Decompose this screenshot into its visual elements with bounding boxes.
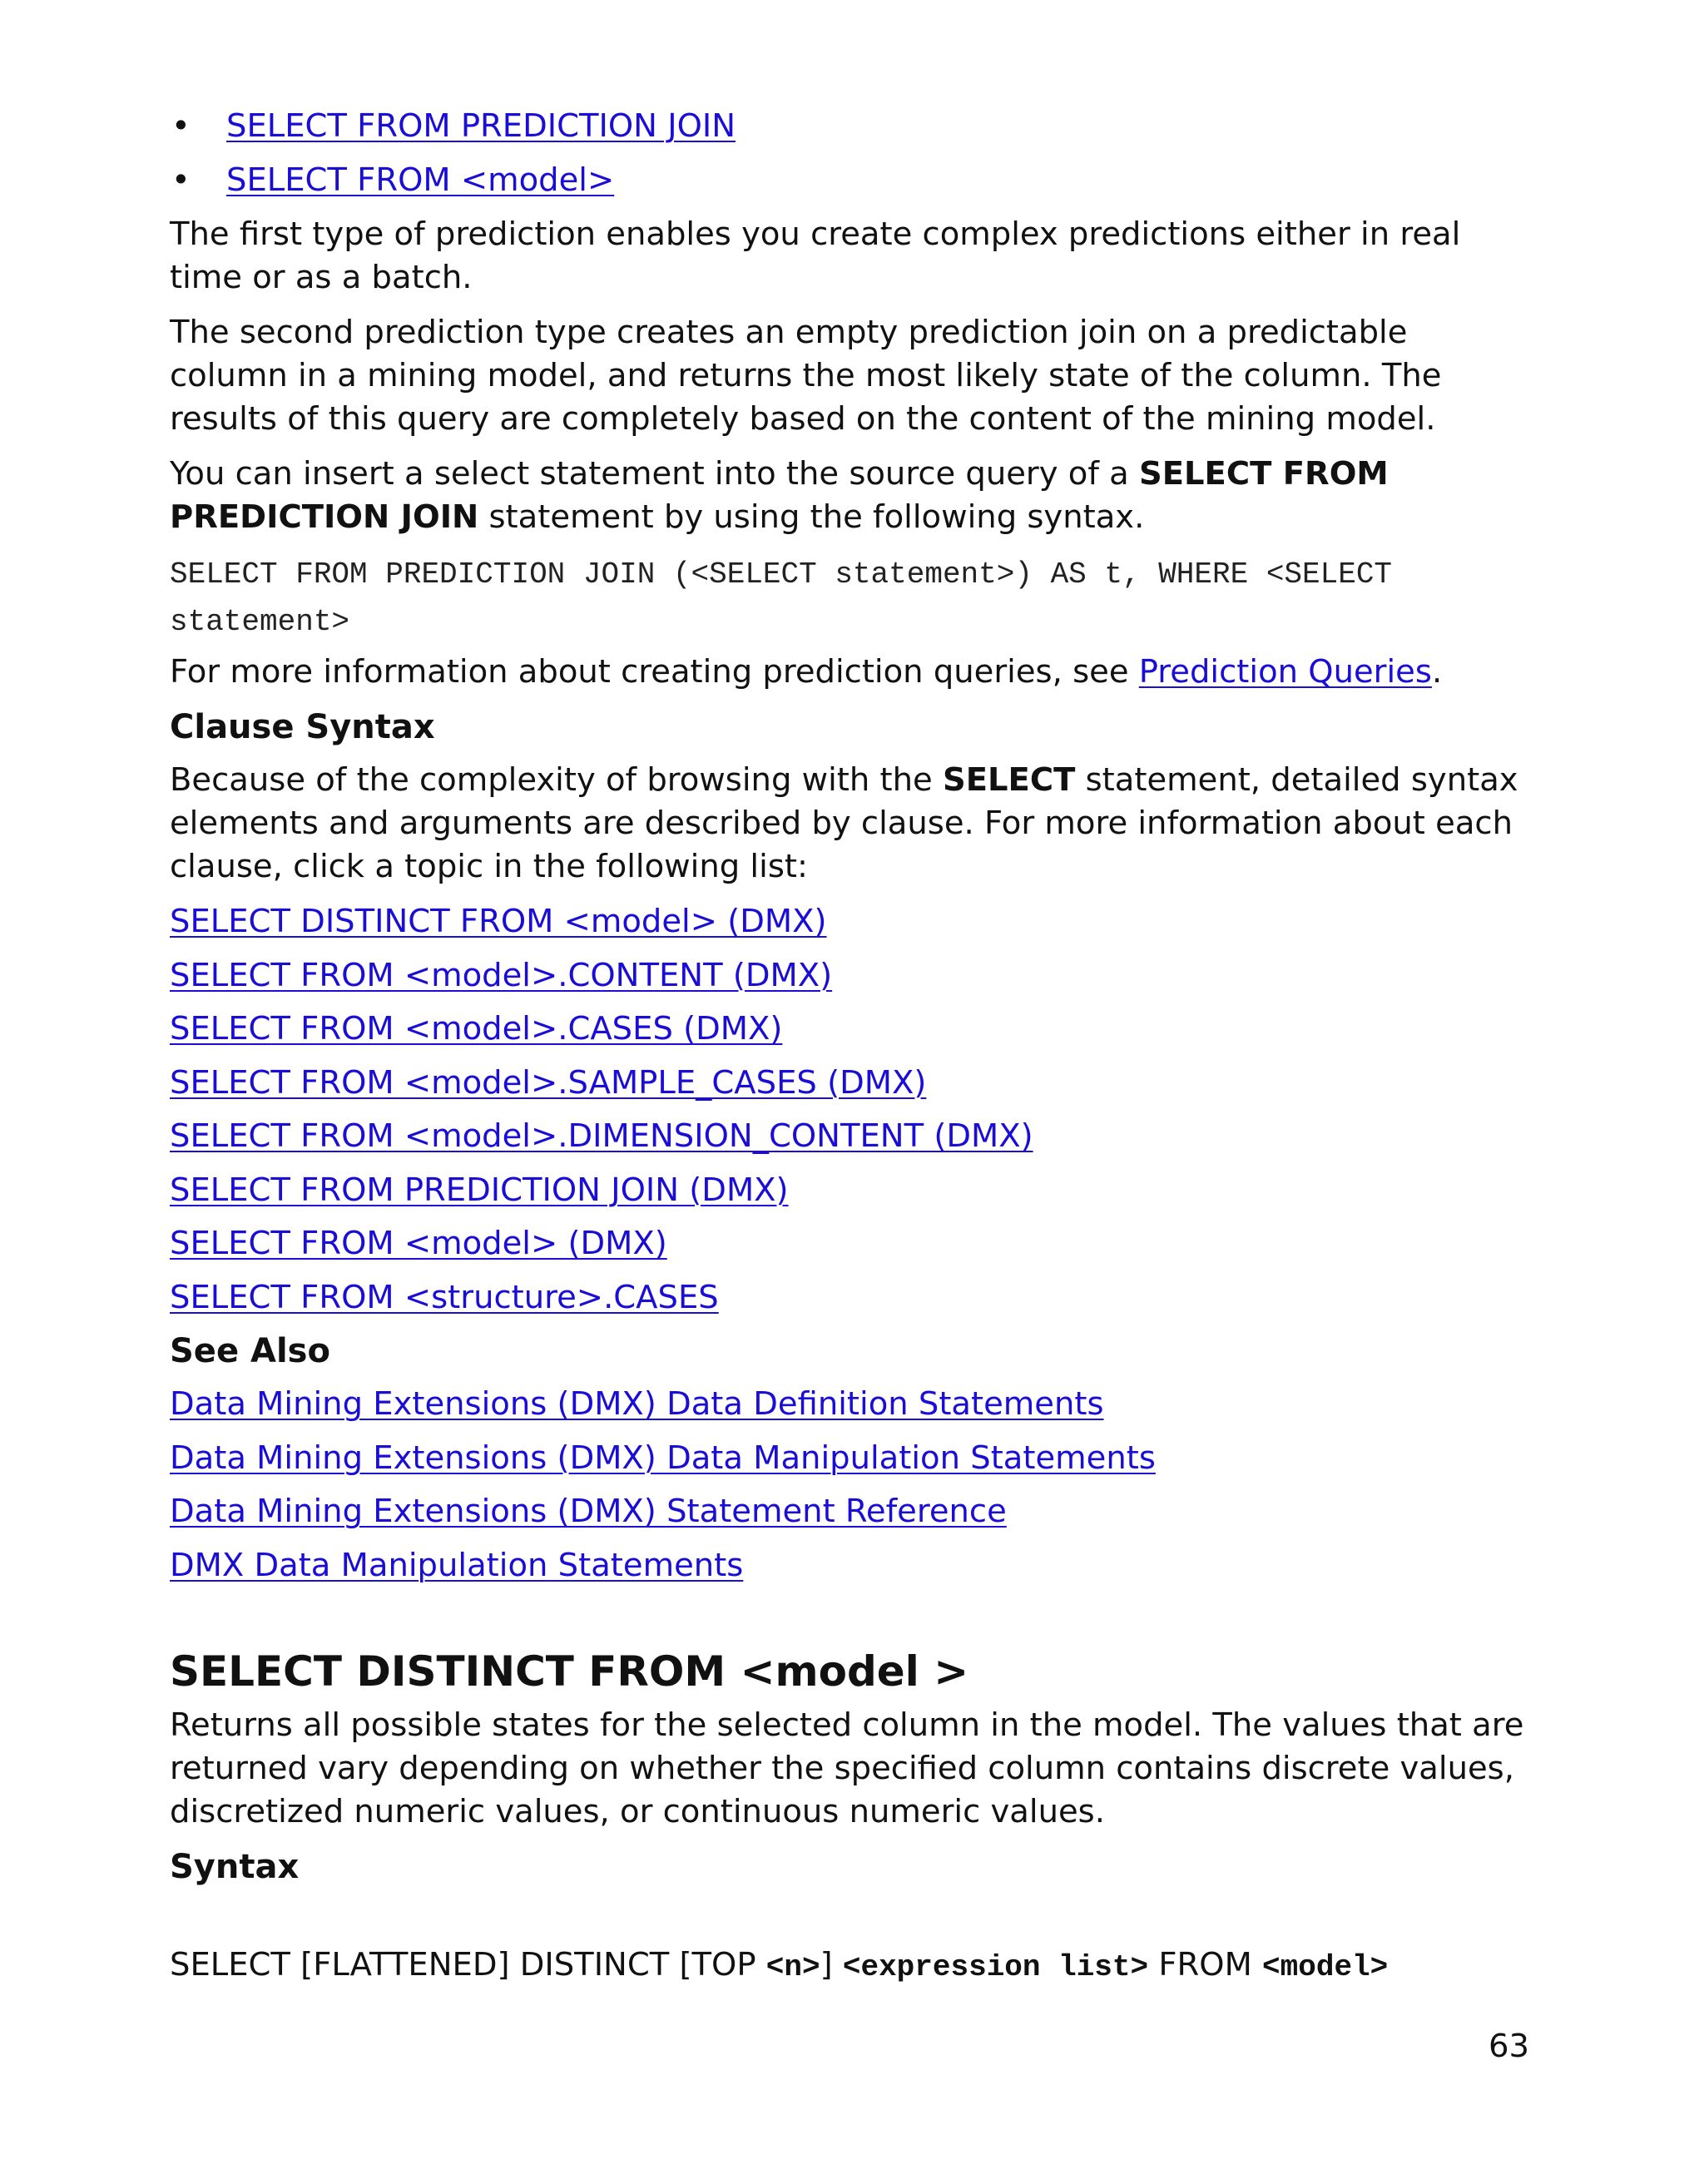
list-item — [170, 1437, 1534, 1480]
link-see-also[interactable]: DMX Data Manipulation Statements — [170, 1546, 744, 1584]
link-clause[interactable]: SELECT DISTINCT FROM <model> (DMX) — [170, 903, 827, 940]
code-sample: SELECT FROM PREDICTION JOIN (<SELECT statement>) AS t, WHERE <SELECT statement> — [170, 557, 1393, 639]
link-clause[interactable]: SELECT FROM PREDICTION JOIN (DMX) — [170, 1171, 789, 1209]
syntax-text: ] — [820, 1945, 843, 1983]
list-item — [170, 105, 1534, 148]
heading-see-also: See Also — [170, 1332, 330, 1370]
paragraph-first-type: The first type of prediction enables you create complex predictions either in real time or as a batch. — [170, 215, 1461, 296]
clause-link-list — [170, 900, 1534, 1320]
link-clause[interactable]: SELECT FROM <model>.DIMENSION_CONTENT (DMX) — [170, 1117, 1033, 1155]
bold-keyword: SELECT — [942, 761, 1076, 799]
bold-keyword: SELECT FROM PREDICTION JOIN — [170, 455, 1389, 536]
link-see-also[interactable]: Data Mining Extensions (DMX) Data Manipulation Statements — [170, 1439, 1156, 1477]
syntax-text: FROM — [1148, 1945, 1263, 1983]
paragraph-more-info — [170, 651, 1534, 694]
list-item — [170, 1490, 1534, 1533]
page-number: 63 — [1489, 2028, 1529, 2065]
bullet-icon: • — [171, 107, 191, 145]
list-item — [170, 954, 1534, 998]
text: You can insert a select statement into the source query of a — [170, 455, 1139, 493]
syntax-line — [170, 1944, 1534, 1989]
list-item — [170, 900, 1534, 943]
link-see-also[interactable]: Data Mining Extensions (DMX) Statement Reference — [170, 1493, 1007, 1530]
link-prediction-queries[interactable]: Prediction Queries — [1138, 653, 1432, 691]
text: statement, detailed syntax elements and arguments are described by clause. For more information about each clause, click a topic in the following list: — [170, 761, 1518, 885]
link-clause[interactable]: SELECT FROM <model>.SAMPLE_CASES (DMX) — [170, 1063, 927, 1102]
list-item — [170, 1115, 1534, 1158]
list-item — [170, 1222, 1534, 1265]
list-item — [170, 159, 1534, 202]
text: Because of the complexity of browsing with the — [170, 761, 943, 799]
link-clause[interactable]: SELECT FROM <model> (DMX) — [170, 1225, 667, 1262]
see-also-link-list — [170, 1383, 1534, 1587]
paragraph-second-type: The second prediction type creates an empty prediction join on a predictable column in a mining model, and returns the most likely state of the column. The results of this query are completely based on the content of the mining model. — [170, 314, 1442, 438]
list-item — [170, 1544, 1534, 1587]
text: For more information about creating prediction queries, see — [170, 653, 1139, 691]
paragraph-clause-intro — [170, 759, 1534, 889]
link-select-from-model[interactable]: SELECT FROM <model> — [226, 161, 615, 199]
link-select-from-prediction-join[interactable]: SELECT FROM PREDICTION JOIN — [226, 107, 736, 145]
syntax-param: <model> — [1262, 1949, 1389, 1984]
list-item — [170, 1276, 1534, 1320]
list-item — [170, 1062, 1534, 1105]
document-page — [170, 105, 1534, 1989]
heading-syntax: Syntax — [170, 1847, 300, 1886]
list-item — [170, 1169, 1534, 1212]
paragraph-section-description: Returns all possible states for the selected column in the model. The values that are returned vary depending on whether the specified column contains discrete values, discretized numeric values, or continuous numeric values. — [170, 1706, 1524, 1830]
syntax-param: <expression list> — [842, 1949, 1149, 1984]
syntax-param: <n> — [765, 1949, 820, 1984]
section-title: SELECT DISTINCT FROM <model > — [170, 1647, 969, 1696]
heading-clause-syntax: Clause Syntax — [170, 708, 435, 746]
text: . — [1431, 653, 1443, 691]
link-clause[interactable]: SELECT FROM <structure>.CASES — [170, 1278, 719, 1316]
text: statement by using the following syntax. — [478, 498, 1145, 536]
link-clause[interactable]: SELECT FROM <model>.CASES (DMX) — [170, 1010, 783, 1047]
bullet-icon: • — [171, 161, 191, 199]
list-item — [170, 1008, 1534, 1051]
list-item — [170, 1383, 1534, 1426]
paragraph-insert-select — [170, 453, 1534, 539]
link-clause[interactable]: SELECT FROM <model>.CONTENT (DMX) — [170, 956, 833, 994]
bullet-list — [170, 105, 1534, 202]
syntax-text: SELECT [FLATTENED] DISTINCT [TOP — [170, 1945, 766, 1983]
link-see-also[interactable]: Data Mining Extensions (DMX) Data Definition Statements — [170, 1385, 1104, 1423]
